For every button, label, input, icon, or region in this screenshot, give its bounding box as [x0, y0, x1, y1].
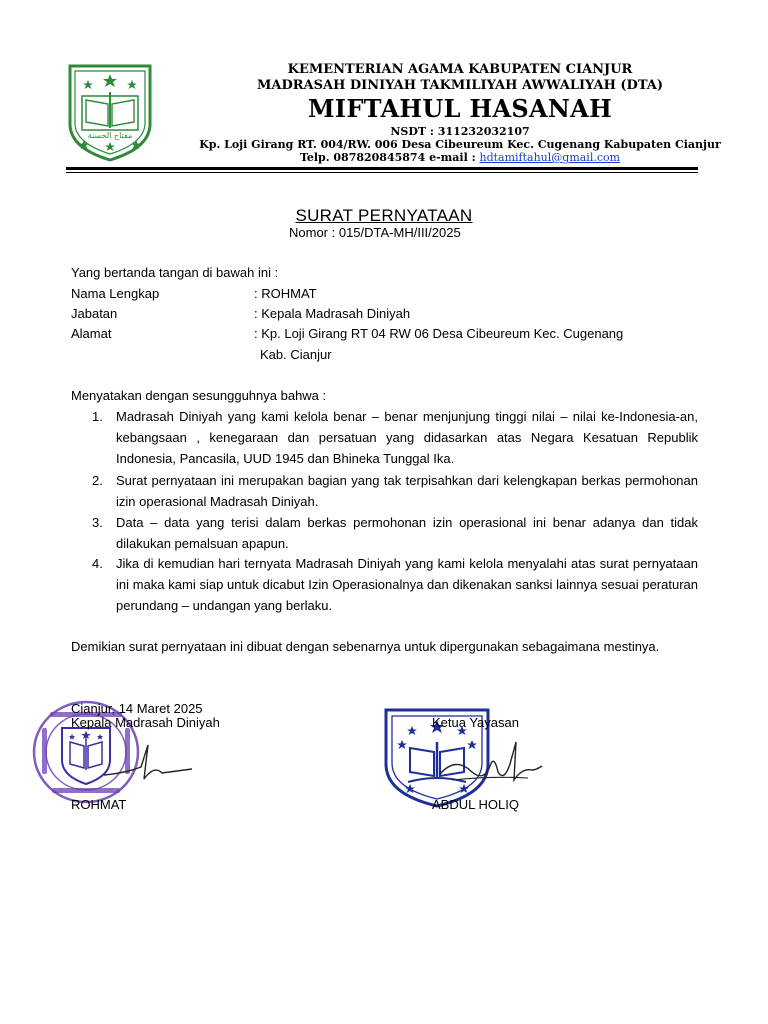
closing-text: Demikian surat pernyataan ini dibuat dengan sebenarnya untuk dipergunakan sebagaimana mestinya.: [71, 639, 660, 654]
document-title: SURAT PERNYATAAN: [295, 206, 473, 225]
left-signer-name: ROHMAT: [71, 797, 127, 812]
field-value-name: : ROHMAT: [254, 286, 317, 301]
intro-text: Yang bertanda tangan di bawah ini :: [71, 265, 279, 280]
statement-number: 2.: [92, 473, 103, 488]
left-signature-icon: [96, 735, 196, 785]
right-signer-name: ABDUL HOLIQ: [432, 797, 519, 812]
field-value-address: : Kp. Loji Girang RT 04 RW 06 Desa Cibeureum Kec. Cugenang: [254, 326, 624, 341]
email-link[interactable]: hdtamiftahul@gmail.com: [479, 151, 621, 164]
statement-text: Data – data yang terisi dalam berkas permohonan izin operasional ini benar adanya dan tidak dilakukan pemalsuan apapun.: [116, 515, 698, 551]
statement-number: 1.: [92, 409, 103, 424]
statement-item: [92, 406, 698, 469]
statement-item: [92, 470, 698, 512]
statement-intro: Menyatakan dengan sesungguhnya bahwa :: [71, 388, 327, 403]
right-signer-position: Ketua Yayasan: [432, 715, 519, 730]
letterhead-address: Kp. Loji Girang RT. 004/RW. 006 Desa Cibeureum Kec. Cugenang Kabupaten Cianjur: [199, 138, 721, 151]
statement-number: 4.: [92, 556, 103, 571]
statement-text: Jika di kemudian hari ternyata Madrasah Diniyah yang kami kelola menyalahi atas surat pernyataan ini maka kami siap untuk dicabut Izin Operasionalnya dan dikenakan sanksi lainnya sesuai peraturan perundang – undangan yang berlaku.: [116, 556, 698, 613]
signature-place-date: Cianjur, 14 Maret 2025: [71, 701, 203, 716]
letterhead-divider-thick: [66, 167, 698, 170]
field-label-position: Jabatan: [71, 306, 118, 321]
letterhead-divider-thin: [66, 172, 698, 173]
right-signature-icon: [432, 736, 544, 792]
statement-item: [92, 553, 698, 616]
field-value-address-cont: Kab. Cianjur: [260, 347, 332, 362]
svg-text:مفتاح الحسنة: مفتاح الحسنة: [87, 131, 133, 140]
statement-number: 3.: [92, 515, 103, 530]
letterhead-institution: MADRASAH DINIYAH TAKMILIYAH AWWALIYAH (DTA): [256, 78, 664, 93]
letterhead-school-name: MIFTAHUL HASANAH: [307, 94, 613, 123]
letterhead-ministry: KEMENTERIAN AGAMA KABUPATEN CIANJUR: [287, 62, 633, 77]
field-label-name: Nama Lengkap: [71, 286, 160, 301]
school-logo-icon: [64, 62, 156, 162]
letterhead-phone: Telp. 087820845874 e-mail :: [299, 151, 480, 164]
statement-text: Madrasah Diniyah yang kami kelola benar – benar menjunjung tinggi nilai – nilai ke-Indonesia-an, kebangsaan , kenegaraan dan persatuan yang didasarkan atas Negara Kesatuan Republik Indonesia, Pancasila, UUD 1945 dan Bhineka Tunggal Ika.: [116, 409, 698, 466]
letterhead-nsdt: NSDT : 311232032107: [390, 125, 530, 138]
letterhead-contact: [170, 151, 750, 164]
document-number: Nomor : 015/DTA-MH/III/2025: [289, 225, 461, 240]
field-label-address: Alamat: [71, 326, 112, 341]
left-signer-position: Kepala Madrasah Diniyah: [71, 715, 220, 730]
statement-item: [92, 512, 698, 554]
field-value-position: : Kepala Madrasah Diniyah: [254, 306, 411, 321]
statement-text: Surat pernyataan ini merupakan bagian yang tak terpisahkan dari kelengkapan berkas permohonan izin operasional Madrasah Diniyah.: [116, 473, 698, 509]
